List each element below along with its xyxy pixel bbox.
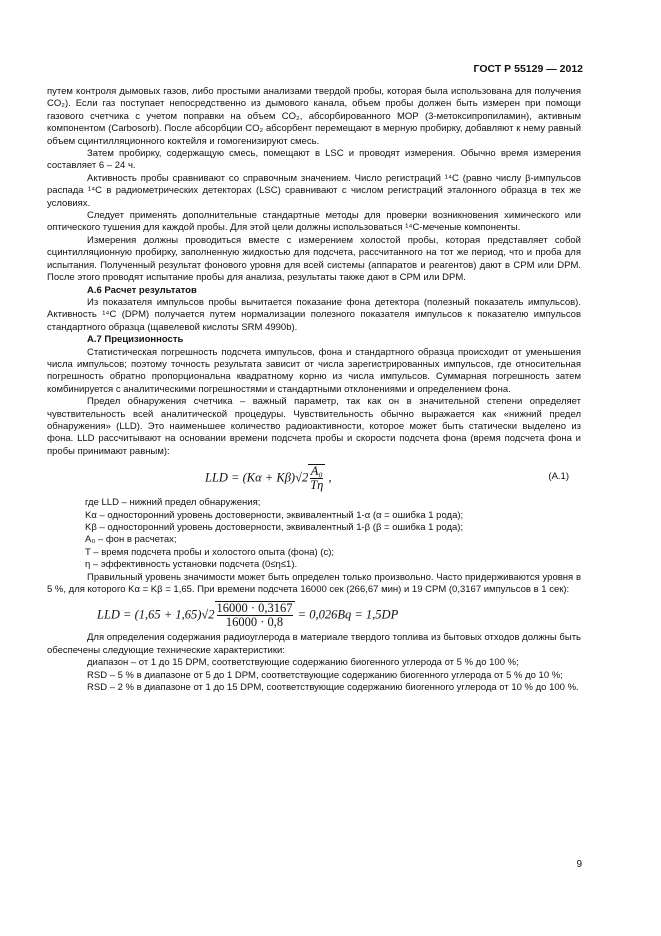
formula-numerator: 16000 · 0,3167 xyxy=(216,601,293,616)
formula-number: (A.1) xyxy=(548,471,569,483)
paragraph: Активность пробы сравнивают со справочным значением. Число регистраций ¹⁴C (равно числу β-импульсов распада ¹⁴C в радиометрических детекторах (LSC) сравнивают с числом регистраций эталонного образца в тех же условиях. xyxy=(47,172,581,209)
formula-denominator: Tη xyxy=(310,478,324,493)
paragraph: Из показателя импульсов пробы вычитается показание фона детектора (полезный показатель импульсов). Активность ¹⁴C (DPM) получается путем нормализации полезного показателя импульсов к показателю импульсов стандартного образца (щавелевой кислоты SRM 4990b). xyxy=(47,296,581,333)
paragraph: Для определения содержания радиоуглерода в материале твердого топлива из бытовых отходов должны быть обеспечены следующие технические характеристики: xyxy=(47,632,581,656)
paragraph: Предел обнаружения счетчика – важный параметр, так как он в значительной степени определяет чувствительность всей аналитической процедуры. Чувствительность обычно выражается как «нижний предел обнаружения» (LLD). Это наименьшее количество радиоактивности, которое может быть статически выделено из фона. LLD рассчитывают на основании времени подсчета пробы и скорости подсчета фона (время подсчета фона и пробы принимают равным): xyxy=(47,396,581,457)
paragraph: RSD – 2 % в диапазоне от 1 до 15 DPM, соответствующие содержанию биогенного углерода от 10 % до 100 %. xyxy=(87,682,579,694)
definition-item: T – время подсчета пробы и холостого опыта (фона) (с); xyxy=(85,546,335,558)
paragraph: путем контроля дымовых газов, либо простыми анализами твердой пробы, которая была использована для получения CO₂). Если газ поступает непосредственно из дымового канала, объем пробы должен быть измерен при помощи газового счетчика с учетом поправки на объем CO₂, абсорбированного МОР (3-метоксипропиламин), активным компонентом (Carbosorb). После абсорбции CO₂ абсорбент перемещают в мерную пробирку, добавляют к нему равный объем сцинтилляционного коктейля и гомогенизируют смесь. xyxy=(47,86,581,147)
paragraph: Следует применять дополнительные стандартные методы для проверки возникновения химического или оптического тушения для каждой пробы. Для этой цели должны использоваться ¹⁴C-меченые компоненты. xyxy=(47,210,581,234)
doc-header: ГОСТ Р 55129 — 2012 xyxy=(473,63,583,75)
paragraph: Статистическая погрешность подсчета импульсов, фона и стандартного образца происходит от уменьшения числа импульсов; поэтому точность результата зависит от числа зарегистрированных импульсов, где относительная погрешность обратно пропорциональна квадратному корню из числа импульсов. Суммарная погрешность затем комбинируется с аналитическими погрешностями и стандартными отклонениями и определением фона. xyxy=(47,346,581,395)
sqrt-sign xyxy=(215,601,295,629)
formula-numerator: A₀ xyxy=(310,464,323,479)
definition-item: Kα – односторонний уровень достоверности, эквивалентный 1-α (α = ошибка 1 рода); xyxy=(85,509,464,521)
paragraph: Измерения должны проводиться вместе с измерением холостой пробы, которая представляет собой сцинтилляционную пробирку, заполненную жидкостью для подсчета, рассчитанного на тот же период, что и проба для испытания. Полученный результат фонового уровня для всей системы (аппаратов и реагентов) дают в CPM или DPM. После этого проводят испытание пробы для анализа, результаты также дают в CPM или DPM. xyxy=(47,234,581,284)
section-title-a7: A.7 Прецизионность xyxy=(87,334,184,346)
formula-tail: , xyxy=(328,470,332,485)
formula-result: = 0,026Bq = 1,5DP xyxy=(297,607,399,622)
page-body xyxy=(47,86,581,694)
formula-a1 xyxy=(47,460,581,495)
definition-item: где LLD – нижний предел обнаружения; xyxy=(85,497,261,509)
paragraph: Правильный уровень значимости может быть определен только произвольно. Часто придерживаются уровня в 5 %, для которого Kα = Kβ = 1,65. При времени подсчета 16000 сек (266,67 мин) и 19 CPM (0,3167 импульсов в 1 сек): xyxy=(47,571,581,596)
paragraph: диапазон – от 1 до 15 DPM, соответствующие содержанию биогенного углерода от 5 % до 100 %; xyxy=(87,657,519,669)
formula-denominator: 16000 · 0,8 xyxy=(225,615,284,630)
page-number: 9 xyxy=(576,859,582,870)
section-title-a6: A.6 Расчет результатов xyxy=(87,284,197,296)
formula-left: LLD = (1,65 + 1,65)√2 xyxy=(97,607,215,622)
paragraph: Затем пробирку, содержащую смесь, помещают в LSC и проводят измерения. Обычно время измерения составляет 6 – 24 ч. xyxy=(47,148,581,172)
paragraph: RSD – 5 % в диапазоне от 5 до 1 DPM, соответствующие содержанию биогенного углерода от 5 % до 10 %; xyxy=(87,669,563,681)
definitions-list xyxy=(47,497,581,571)
formula-left: LLD = (Kα + Kβ)√2 xyxy=(205,470,309,485)
definition-item: η – эффективность установки подсчета (0≤η≤1). xyxy=(85,559,298,571)
definition-item: Kβ – односторонний уровень достоверности, эквивалентный 1-β (β = ошибка 1 рода); xyxy=(85,522,464,533)
formula-lld-calc xyxy=(47,599,581,629)
definition-item: A₀ – фон в расчетах; xyxy=(85,534,177,546)
sqrt-sign xyxy=(308,464,325,492)
